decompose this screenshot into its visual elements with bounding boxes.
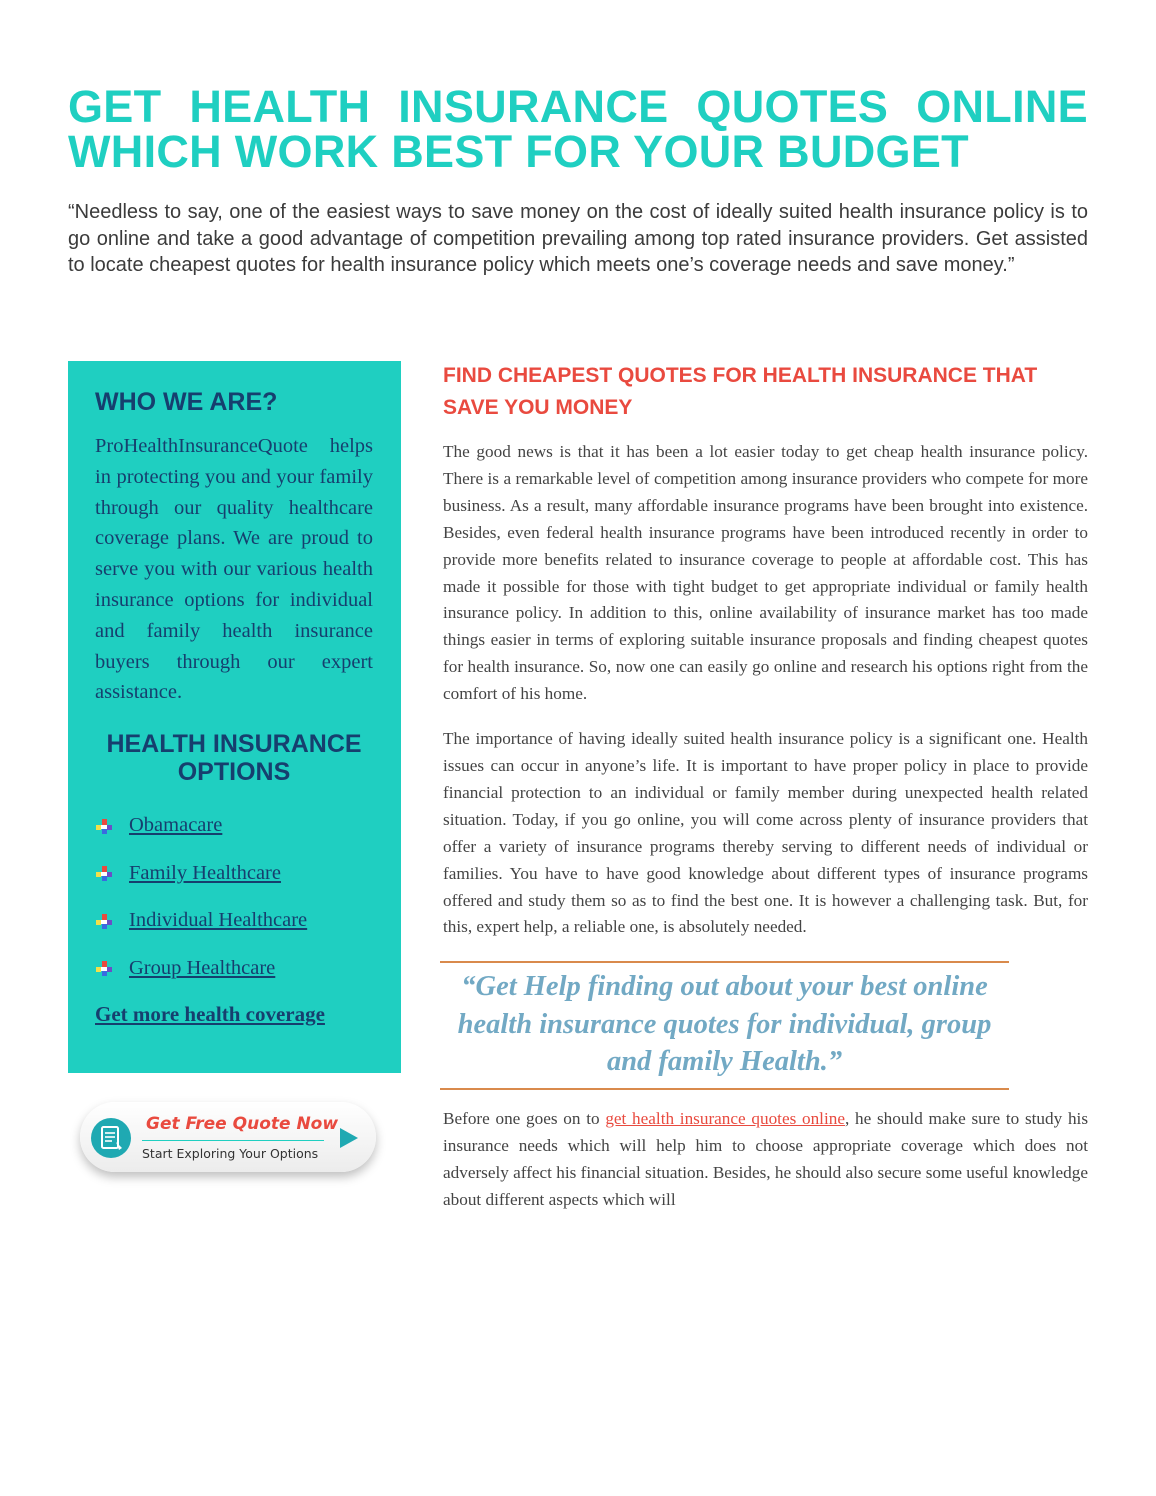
list-item [95,945,373,993]
get-free-quote-button[interactable] [80,1102,376,1172]
bullet-icon [95,912,113,930]
more-coverage-link[interactable]: Get more health coverage [95,1002,325,1027]
who-we-are-text: ProHealthInsuranceQuote helps in protecting you and your family through our quality healthcare coverage plans. We are proud to serve you with our various health insurance options for individual and family health insurance buyers through our expert assistance. [95,435,373,704]
who-we-are-heading: WHO WE ARE? [95,388,278,416]
article-heading: FIND CHEAPEST QUOTES FOR HEALTH INSURANCE THAT SAVE YOU MONEY [443,364,1038,419]
main-article [443,360,1088,1213]
play-arrow-icon [338,1126,360,1150]
article-paragraph-3 [443,1106,1088,1214]
who-we-are-sidebar [68,361,401,1073]
list-item [95,897,373,945]
intro-quote: “Needless to say, one of the easiest ways to save money on the cost of ideally suited health insurance policy is to go online and take a good advantage of competition prevailing among top rated insurance providers. Get assisted to locate cheapest quotes for health insurance policy which meets one’s coverage needs and save money.” [68,201,1088,276]
bullet-icon [95,959,113,977]
options-list [95,802,373,992]
option-link-obamacare[interactable]: Obamacare [129,814,223,837]
list-item [95,802,373,850]
option-link-family-healthcare[interactable]: Family Healthcare [129,861,281,884]
options-heading: HEALTH INSURANCE OPTIONS [106,730,362,787]
cta-title: Get Free Quote Now [146,1114,339,1134]
cta-subtitle: Start Exploring Your Options [142,1146,319,1161]
list-item [95,850,373,898]
bullet-icon [95,817,113,835]
bullet-icon [95,864,113,882]
option-link-individual-healthcare[interactable]: Individual Healthcare [129,909,308,932]
page-title [68,81,1088,177]
quote-document-icon [90,1117,132,1159]
paragraph-text-before-link: Before one goes on to [443,1108,606,1128]
get-quotes-online-link[interactable]: get health insurance quotes online [605,1108,845,1128]
article-paragraph-1: The good news is that it has been a lot easier today to get cheap health insurance policy. There is a remarkable level of competition among insurance providers who compete for more business. As a result, many affordable insurance programs have been brought into existence. Besides, even federal health insurance programs have been introduced recently in order to provide more benefits related to insurance coverage to people at affordable cost. This has made it possible for those with tight budget to get appropriate individual or family health insurance policy. In addition to this, online availability of insurance market has too made things easier in terms of exploring suitable insurance proposals and finding cheapest quotes for health insurance. So, now one can easily go online and research his options right from the comfort of his home. [443,442,1088,704]
page-title-line-1: GET HEALTH INSURANCE QUOTES ONLINE [68,81,1088,132]
cta-divider [142,1140,324,1141]
paragraph-text-after-link: , he should make sure to study his insurance needs which will help him to choose appropriate coverage which does not adversely affect his financial situation. Besides, he should also secure some useful knowledge about different aspects which will [443,1108,1089,1209]
article-paragraph-2: The importance of having ideally suited health insurance policy is a significant one. Health issues can occur in anyone’s life. It is important to have proper policy in place to provide financial protection to an individual or family member during unexpected health related situation. Today, if you go online, you will come across plenty of insurance providers that offer a variety of insurance programs thereby serving to different needs of individual or families. You have to have good knowledge about different types of insurance programs offered and study them so as to find the best one. It is however a challenging task. But, for this, expert help, a reliable one, is absolutely needed. [443,729,1088,937]
pull-quote: “Get Help finding out about your best online health insurance quotes for individual, group and family Health.” [440,961,1009,1090]
page-title-line-2: WHICH WORK BEST FOR YOUR BUDGET [68,126,969,177]
option-link-group-healthcare[interactable]: Group Healthcare [129,956,276,979]
